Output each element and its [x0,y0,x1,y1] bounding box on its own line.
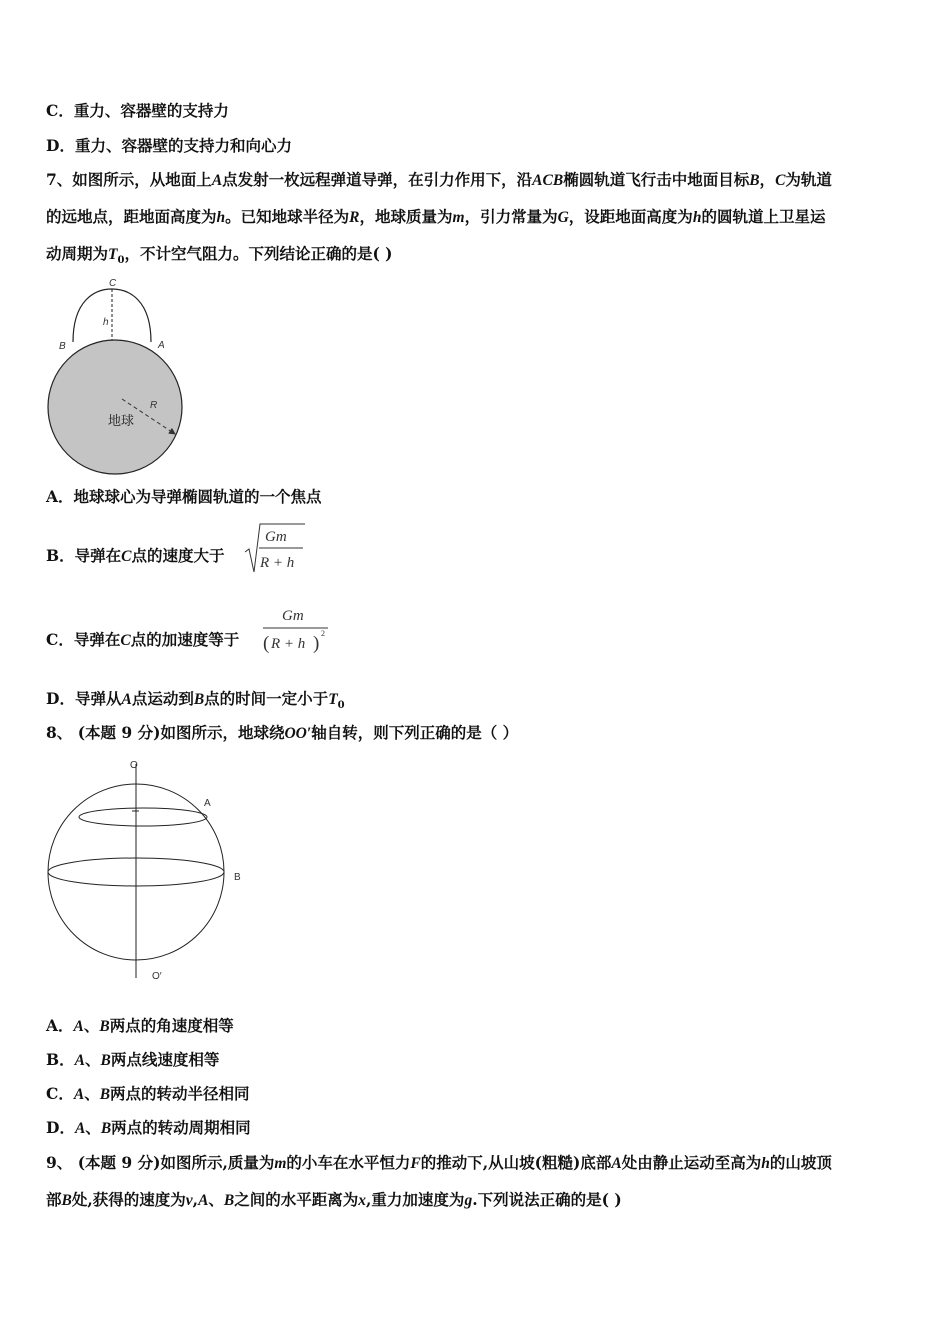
fraction-numerator: Gm [265,529,287,545]
q8-option [46,1049,219,1072]
right-paren: ) [313,633,320,654]
q8-option-part: 两点线速度相等 [110,1050,220,1069]
q7-stem-line-1-runs [72,170,832,189]
q7-option-a: A．地球球心为导弹椭圆轨道的一个焦点 [46,487,322,506]
q7-line2-run: h [216,209,226,226]
q7-stem-line-2 [46,206,825,229]
q9-line2-run: , [192,1190,199,1209]
q8-option-part: B [100,1052,111,1069]
q7-line2-run: m [452,209,465,226]
q7-line2-run: R [349,209,360,226]
q7-line1-run: 为轨道 [785,170,832,189]
q9-stem-line-2 [46,1189,622,1212]
label-a: A [158,340,165,351]
q7-line2-run: G [557,209,569,226]
q9-line2-run: 处,获得的速度为 [71,1190,186,1209]
q7-option-d: D．导弹从A点运动到B点的时间一定小于$T_0$ [46,689,345,712]
label-c: C [109,278,117,289]
q8-option-part: A [73,1086,85,1103]
q8-stem: 8、 (本题 9 分)如图所示，地球绕OO′轴自转，则下列正确的是（ ） [46,723,519,742]
q7-line1-run: ACB [532,172,564,189]
q9-line2-run: g [464,1192,473,1209]
q8-option [46,1117,251,1140]
q7-line1-run: C [775,172,786,189]
q9-line1-run: 的推动下,从山坡(粗糙)底部 [420,1153,612,1172]
q7-option-b-sqrt-fraction [243,520,308,576]
q9-line2-run: B [223,1192,235,1209]
q8-option [46,1083,250,1106]
q9-stem-line-1-runs [72,1153,832,1172]
q9-stem-line-2-runs [46,1190,622,1209]
q8-sphere-figure [40,752,255,984]
q7-stem-line-2-runs [46,207,825,226]
q9-line1-run: 的小车在水平恒力 [286,1153,411,1172]
exponent: 2 [321,629,325,638]
q8-option-part: B [99,1086,111,1103]
q8-option-part: 两点的转动半径相同 [110,1084,250,1103]
q8-option-part: A [73,1018,84,1035]
q7-line2-run: ，引力常量为 [464,207,558,226]
q8-option-part: 、 [85,1118,101,1137]
q7-stem-line-3: 动周期为$T_0$，不计空气阻力。下列结论正确的是( ) [46,244,393,267]
label-o-bottom: O′ [152,971,162,982]
q7-line1-run: 如图所示，从地面上 [72,170,212,189]
q7-line2-run: 。已知地球半径为 [225,207,350,226]
q8-option-part: A [74,1052,85,1069]
q9-line1-run: m [274,1155,287,1172]
q9-line2-run: A [198,1192,209,1209]
q9-stem-line-1: 9、 (本题 9 分)如图所示,质量为m的小车在水平恒力F的推动下,从山坡(粗糙)底部A处由静止运动至高为h的山坡顶 [46,1153,832,1172]
q7-line2-run: ，设距地面高度为 [568,207,693,226]
q7-option-b: B．导弹在C点的速度大于 [46,546,225,565]
q8-option-part: 两点的角速度相等 [109,1016,234,1035]
fraction-denominator: R + h [260,555,295,571]
label-a: A [204,798,211,809]
q8-option-part: D． [46,1118,75,1137]
latitude-ellipse [79,808,207,826]
q8-option-part: A [74,1120,86,1137]
earth-circle [48,340,182,474]
q9-line1-run: F [410,1155,421,1172]
q7-line2-run: ，地球质量为 [359,207,453,226]
q8-option-part: C． [46,1084,74,1103]
q7-option-c-fraction [260,602,335,660]
q8-option-part: 两点的转动周期相同 [111,1118,251,1137]
q9-line1-run: h [761,1155,770,1172]
q9-line2-run: B [61,1192,72,1209]
q9-line2-run: 之间的水平距离为 [234,1190,359,1209]
q7-line2-run: 的远地点，距地面高度为 [46,207,217,226]
label-b: B [59,341,66,352]
q8-option-part: 、 [84,1084,100,1103]
q9-line2-run: ,重力加速度为 [366,1190,465,1209]
q8-option-part: B [99,1018,110,1035]
label-o-top: O [130,760,138,771]
q7-line1-run: ， [759,170,776,189]
label-r: R [150,400,158,411]
q8-option-part: B [100,1120,112,1137]
q7-line2-run: h [692,209,702,226]
q8-option-part: 、 [83,1016,100,1035]
q7-line1-run: 椭圆轨道飞行击中地面目标 [563,170,750,189]
fraction-numerator: Gm [282,608,304,624]
q7-line1-run: B [749,172,760,189]
fraction-denominator: R + h [271,636,306,652]
q6-option-c: C．重力、容器壁的支持力 [46,101,229,120]
q8-option [46,1015,234,1038]
q9-line2-run: 部 [46,1190,62,1209]
q9-line1-run: (本题 9 分)如图所示,质量为 [72,1153,275,1172]
q7-option-c: C．导弹在C点的加速度等于 [46,630,240,649]
q9-line1-run: A [611,1155,622,1172]
q8-option-part: B． [46,1050,75,1069]
label-h: h [103,317,109,328]
q7-line1-run: 点发射一枚远程弹道导弹，在引力作用下，沿 [222,170,533,189]
q9-line2-run: .下列说法正确的是( ) [472,1190,622,1209]
q7-line2-run: 的圆轨道上卫星运 [701,207,826,226]
left-paren: ( [263,633,270,654]
q9-line2-run: x [358,1192,367,1209]
q8-option-part: A． [46,1016,74,1035]
q7-earth-orbit-figure [40,272,200,482]
q9-line1-run: 处由静止运动至高为 [621,1153,762,1172]
q6-option-d: D．重力、容器壁的支持力和向心力 [46,136,292,155]
q9-line1-run: 的山坡顶 [769,1153,832,1172]
label-earth: 地球 [108,414,135,429]
q9-line2-run: 、 [208,1190,224,1209]
q7-line1-run: A [211,172,223,189]
label-b: B [234,872,241,883]
q8-option-part: 、 [84,1050,101,1069]
q9-line2-run: v [185,1192,193,1209]
q7-stem-line-1: 7、如图所示，从地面上A点发射一枚远程弹道导弹，在引力作用下，沿ACB椭圆轨道飞行击中地面目标B，C为轨道 [46,170,832,189]
